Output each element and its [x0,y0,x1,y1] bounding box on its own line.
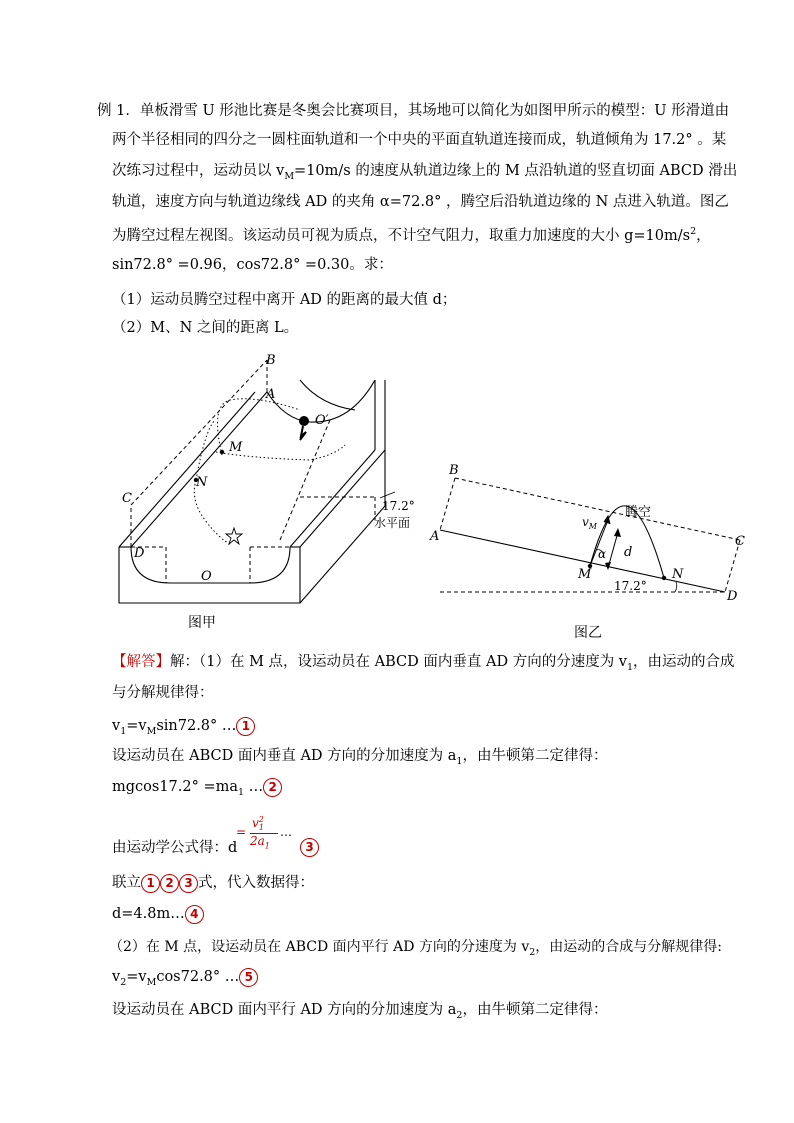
solution-line-7: 设运动员在 ABCD 面内平行 AD 方向的分加速度为 $a_2$，由牛顿第二定律得： [112,1002,608,1021]
yi-angle-label: 17.2° [614,579,647,593]
label-O1: O′ [315,413,329,428]
yi-label-vM: $v_M$ [582,515,597,531]
yi-label-C: C [735,534,745,549]
equation-4: d=4.8m… 4 [112,904,204,924]
equation-2: $mgcos17.2^\circ =ma_1$ … 2 [112,777,282,803]
figure-jia [110,350,430,615]
question-1: （1）运动员腾空过程中离开 AD 的距离的最大值 d； [112,292,457,308]
yi-label-A: A [430,529,440,544]
yi-label-d: d [624,545,633,560]
problem-line-2: 两个半径相同的四分之一圆柱面轨道和一个中央的平面直轨道连接而成，轨道倾角为 17.2° 。某 [112,132,727,148]
eq-number-1: 1 [236,717,255,736]
solution-line-3: 设运动员在 ABCD 面内垂直 AD 方向的分加速度为 $a_1$，由牛顿第二定律得： [112,748,608,767]
yi-label-tengkong: 腾空 [625,505,652,520]
yi-label-M: M [578,567,592,582]
solution-line-5: 联立 1 2 3 式，代入数据得： [112,875,314,891]
horizontal-label: 水平面 [374,516,411,530]
label-M: M [229,440,243,455]
figure-yi [425,455,760,605]
problem-line-1: 例 1．单板滑雪 U 形池比赛是冬奥会比赛项目，其场地可以简化为如图甲所示的模型：U 形滑道由 [97,103,730,119]
eq-number-2: 2 [263,778,282,797]
problem-line-5: 为腾空过程左视图。该运动员可视为质点，不计空气阻力，取重力加速度的大小 $g=10m/s^2$， [112,226,711,244]
solution-line-1: 【解答】解：（1）在 M 点，设运动员在 ABCD 面内垂直 AD 方向的分速度为 $v_1$，由运动的合成 [112,654,735,673]
yi-label-N: N [672,567,684,582]
equation-3: 由运动学公式得：d [112,840,238,856]
solution-tag: 【解答】 [112,654,170,670]
caption-yi: 图乙 [574,625,602,641]
yi-label-alpha: α [598,547,607,561]
question-2: （2）M、N 之间的距离 L。 [112,320,299,336]
eq-number-3: 3 [300,838,319,857]
label-B: B [266,353,276,368]
angle-label: 17.2° [382,499,415,513]
label-O: O [201,569,212,584]
problem-line-3: 次练习过程中，运动员以 $v_M=10m/s$ 的速度从轨道边缘上的 M 点沿轨道的竖直切面 ABCD 滑出 [112,163,738,182]
equation-5: $v_2=v_M\cos 72.8^\circ$ … 5 [112,967,258,993]
problem-line-4: 轨道，速度方向与轨道边缘线 AD 的夹角 α=72.8° ，腾空后沿轨道边缘的 N 点进入轨道。图乙 [112,194,729,210]
caption-jia: 图甲 [188,615,216,631]
eq-number-4: 4 [185,905,204,924]
eq-number-5: 5 [239,968,258,987]
label-C: C [122,491,132,506]
yi-label-B: B [449,463,459,478]
yi-label-D: D [727,589,738,604]
solution-line-6: （2）在 M 点，设运动员在 ABCD 面内平行 AD 方向的分速度为 $v_2$，由运动的合成与分解规律得: [109,939,722,958]
label-A: A [266,387,276,402]
problem-line-6: sin72.8° =0.96，cos72.8° =0.30。求： [112,257,393,273]
solution-line-2: 与分解规律得： [112,685,214,701]
label-D: D [134,546,145,561]
equation-1: $v_1=v_M\sin 72.8^\circ$ … 1 [112,716,255,742]
label-N: N [196,475,208,490]
